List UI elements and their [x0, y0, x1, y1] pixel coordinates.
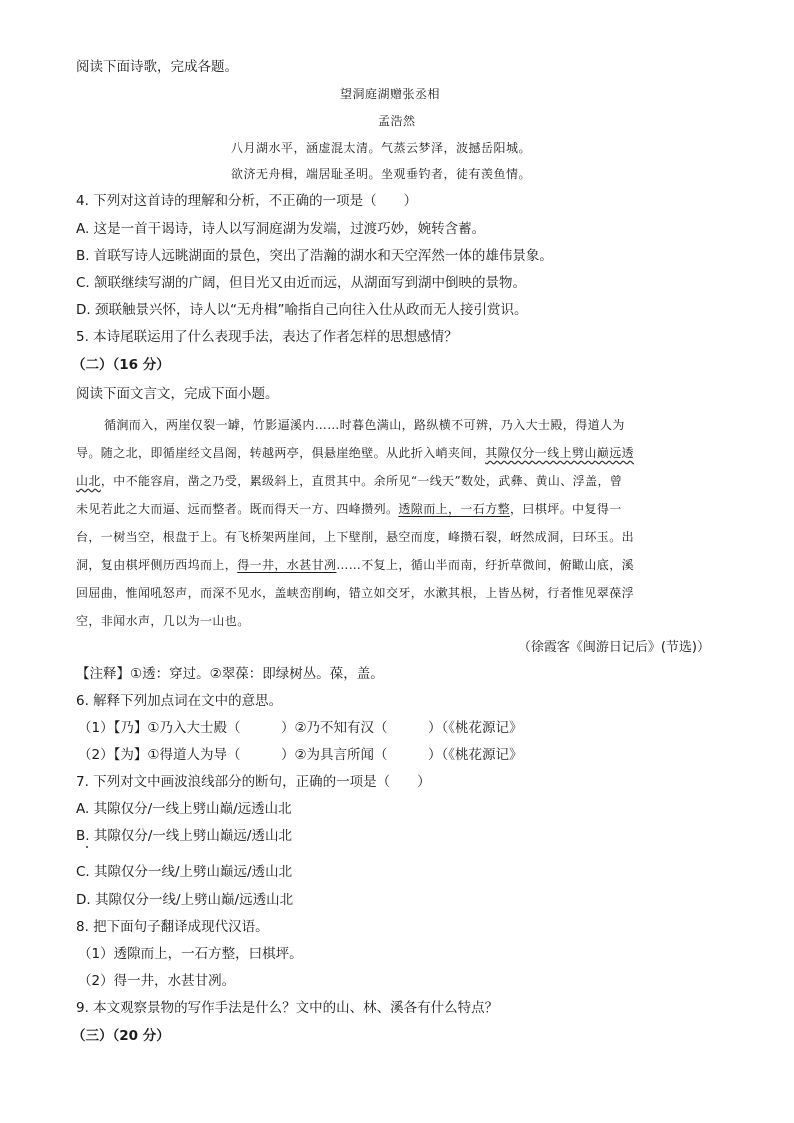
question-8-item-2: （2）得一井，水甚甘冽。: [78, 973, 236, 989]
stray-mark: [86, 846, 88, 848]
poem-line-2: 欲济无舟楫，端居耻圣明。坐观垂钓者，徒有羡鱼情。: [231, 167, 532, 181]
question-7-option-c: C. 其隙仅分一线/上劈山巅远/透山北: [76, 864, 293, 880]
underlined-sentence-2: 得一井，水甚甘冽: [237, 558, 337, 572]
passage-line-5: 台，一树当空，根盘于上。有飞桥架两崖间，上下壁削，悬空而度，峰攒石裂，岈然成洞，曰环玉。出: [76, 530, 635, 544]
passage-text: 导。随之北，即循崖经文昌阁，转越两亭，俱悬崖绝壁。从此折入峭夹间，: [76, 446, 486, 460]
question-4-option-a: A. 这是一首干谒诗，诗人以写洞庭湖为发端，过渡巧妙，婉转含蓄。: [76, 221, 486, 237]
passage-line-4: [76, 499, 622, 519]
question-6-stem: 6. 解释下列加点词在文中的意思。: [76, 693, 283, 709]
passage-line-6: [76, 555, 634, 575]
passage-text: ，曰棋坪。中复得一: [510, 502, 622, 516]
question-6-item-2: （2）【为】①得道人为导（ ）②为具言所闻（ ）（《桃花源记》: [78, 747, 523, 763]
question-4-option-b: B. 首联写诗人远眺湖面的景色，突出了浩瀚的湖水和天空浑然一体的雄伟景象。: [76, 248, 553, 264]
passage-source: （徐霞客《闽游日记后》(节选)）: [517, 640, 710, 655]
question-4-stem: 4. 下列对这首诗的理解和分析，不正确的一项是（ ）: [76, 193, 418, 209]
passage-line-3: [76, 471, 622, 491]
question-7-stem: 7. 下列对文中画波浪线部分的断句，正确的一项是（ ）: [76, 774, 431, 790]
poem-line-1: 八月湖水平，涵虚混太清。气蒸云梦泽，波撼岳阳城。: [231, 141, 532, 155]
passage-text: ，中不能容肩，凿之乃受，累级斜上，直贯其中。余所见“一线天”数处，武彝、黄山、浮盖，曾: [100, 474, 623, 488]
section-2-title: （二）（16 分）: [72, 357, 170, 373]
passage-line-1: 循涧而入，两崖仅裂一罅，竹影逼溪内……时暮色满山，路纵横不可辨，乃入大士殿，得道人为: [104, 418, 625, 432]
poem-title: 望洞庭湖赠张丞相: [340, 87, 441, 101]
question-8-item-1: （1）透隙而上，一石方整，曰棋坪。: [78, 946, 303, 962]
question-7-option-b: B. 其隙仅分/一线上劈山巅远/透山北: [76, 828, 292, 844]
question-7-option-a: A. 其隙仅分/一线上劈山巅/远透山北: [76, 801, 292, 817]
passage-text: 洞，复由棋坪侧历西坞而上，: [76, 558, 238, 572]
poem-author: 孟浩然: [378, 114, 416, 128]
question-6-item-1: （1）【乃】①乃入大士殿（ ）②乃不知有汉（ ）（《桃花源记》: [78, 720, 523, 736]
wavy-underlined-text: 其隙仅分一线上劈山巅远透: [485, 446, 635, 460]
passage-line-2: [76, 443, 634, 463]
passage-line-8: 空，非闻水声，几以为一山也。: [76, 614, 250, 628]
passage-text: 未见若此之大而逼、远而整者。既而得天一方、四峰攒列。: [76, 502, 399, 516]
question-5: 5. 本诗尾联运用了什么表现手法，表达了作者怎样的思想感情？: [76, 329, 458, 345]
underlined-sentence-1: 透隙而上，一石方整: [398, 502, 511, 516]
poem-instruction: 阅读下面诗歌，完成各题。: [76, 59, 238, 75]
section-3-title: （三）（20 分）: [72, 1028, 170, 1044]
section-2-instruction: 阅读下面文言文，完成下面小题。: [76, 386, 279, 402]
question-7-option-d: D. 其隙仅分一线/上劈山巅/远透山北: [76, 892, 294, 908]
question-8-stem: 8. 把下面句子翻译成现代汉语。: [76, 919, 269, 935]
passage-text: ……不复上，循山半而南，纡折草微间，俯瞰山底，溪: [336, 558, 635, 572]
annotation-note: 【注释】①透：穿过。②翠葆：即绿树丛。葆，盖。: [76, 666, 384, 682]
passage-line-7: 回屈曲，惟闻吼怒声，而深不见水，盖峡峦削峋，错立如交牙，水漱其根，上皆丛树，行者惟见翠葆浮: [76, 586, 635, 600]
question-4-option-d: D. 颈联触景兴怀，诗人以“无舟楫”喻指自己向往入仕从政而无人接引赏识。: [76, 302, 528, 318]
wavy-underlined-text-end: 山北: [76, 474, 101, 488]
question-9: 9. 本文观察景物的写作手法是什么？文中的山、林、溪各有什么特点？: [76, 1000, 499, 1016]
question-4-option-c: C. 颔联继续写湖的广阔，但目光又由近而远，从湖面写到湖中倒映的景物。: [76, 275, 527, 291]
